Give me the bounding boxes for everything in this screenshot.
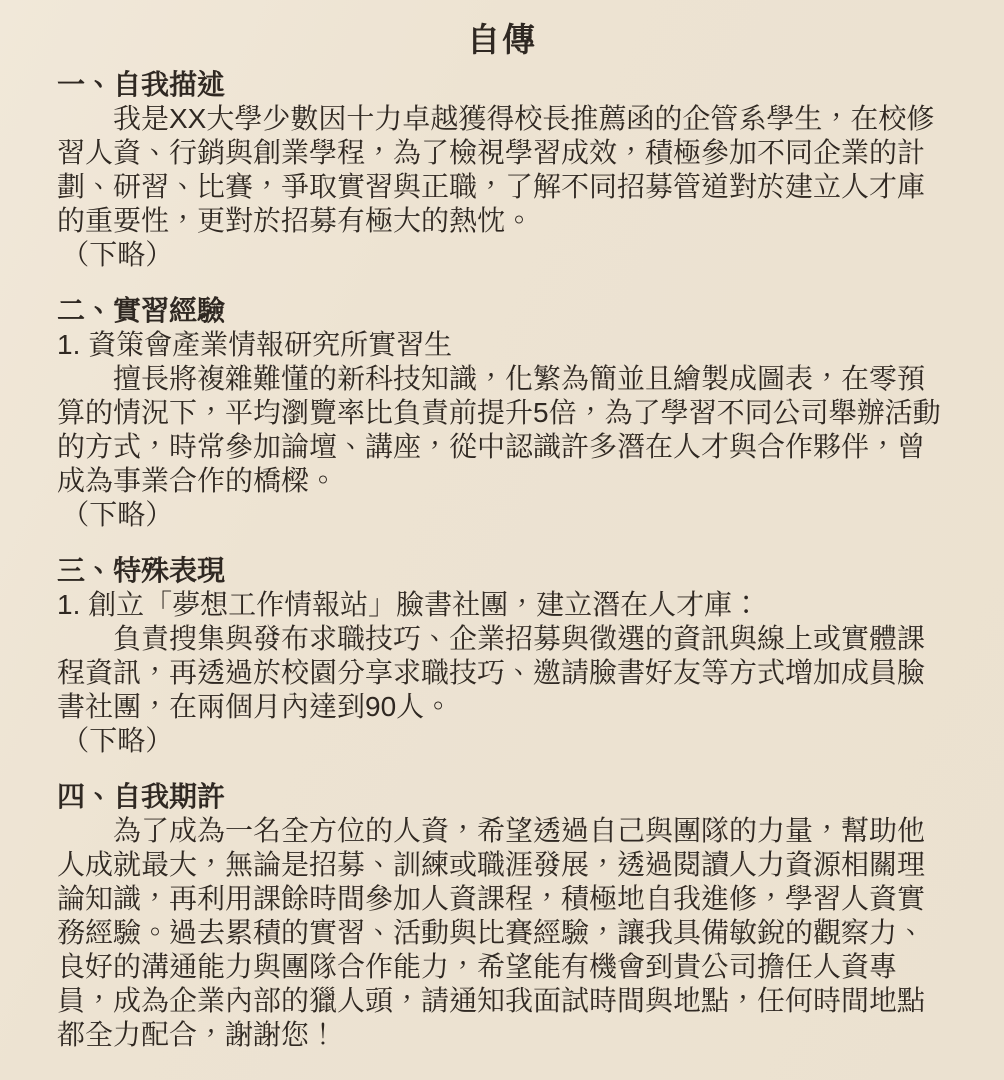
section-self-description	[57, 68, 947, 272]
section-heading: 一、自我描述	[57, 69, 226, 100]
section-heading: 四、自我期許	[57, 781, 226, 812]
section-internship-experience	[57, 294, 947, 532]
section-heading: 三、特殊表現	[57, 555, 226, 586]
omitted-below-note: （下略）	[61, 499, 174, 530]
section-paragraph: 負責搜集與發布求職技巧、企業招募與徵選的資訊與線上或實體課程資訊，再透過於校園分享求職技巧、邀請臉書好友等方式增加成員臉書社團，在兩個月內達到90人。	[57, 623, 926, 722]
section-special-achievements	[57, 554, 947, 758]
section-list-item: 1. 創立「夢想工作情報站」臉書社團，建立潛在人才庫：	[57, 589, 761, 620]
section-list-item: 1. 資策會產業情報研究所實習生	[57, 329, 453, 360]
page-title: 自傳	[467, 21, 537, 58]
section-self-expectation	[57, 780, 947, 1052]
section-heading: 二、實習經驗	[57, 295, 226, 326]
omitted-below-note: （下略）	[61, 725, 174, 756]
omitted-below-note: （下略）	[61, 239, 174, 270]
section-paragraph: 我是XX大學少數因十力卓越獲得校長推薦函的企管系學生，在校修習人資、行銷與創業學程，為了檢視學習成效，積極參加不同企業的計劃、研習、比賽，爭取實習與正職，了解不同招募管道對於建立人才庫的重要性，更對於招募有極大的熱忱。	[57, 103, 935, 236]
section-paragraph: 為了成為一名全方位的人資，希望透過自己與團隊的力量，幫助他人成就最大，無論是招募、訓練或職涯發展，透過閱讀人力資源相關理論知識，再利用課餘時間參加人資課程，積極地自我進修，學習人資實務經驗。過去累積的實習、活動與比賽經驗，讓我具備敏銳的觀察力、良好的溝通能力與團隊合作能力，希望能有機會到貴公司擔任人資專員，成為企業內部的獵人頭，請通知我面試時間與地點，任何時間地點都全力配合，謝謝您！	[57, 815, 926, 1050]
section-paragraph: 擅長將複雜難懂的新科技知識，化繁為簡並且繪製成圖表，在零預算的情況下，平均瀏覽率比負責前提升5倍，為了學習不同公司舉辦活動的方式，時常參加論壇、講座，從中認識許多潛在人才與合作夥伴，曾成為事業合作的橋樑。	[57, 363, 941, 496]
